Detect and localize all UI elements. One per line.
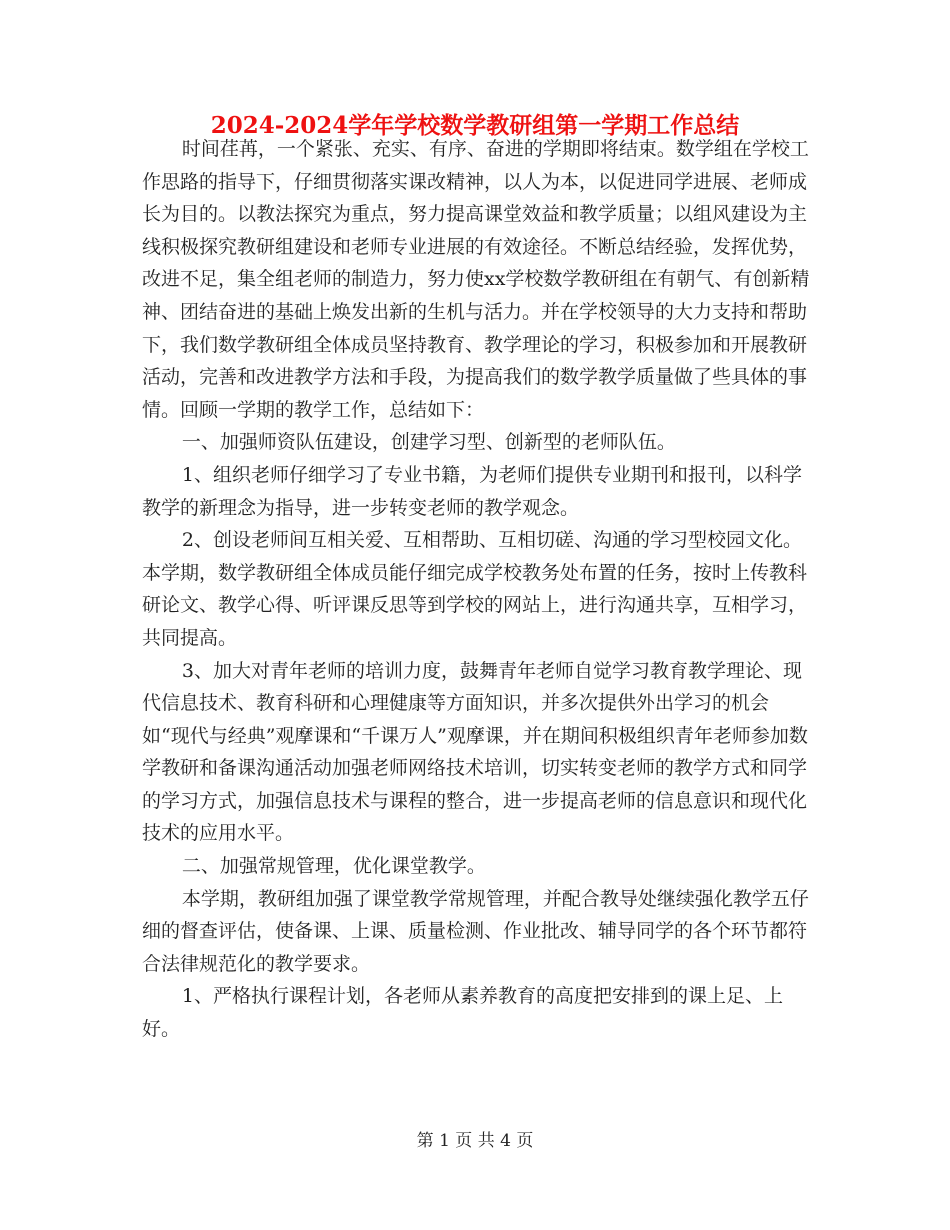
heading-section-2: 二、加强常规管理，优化课堂教学。 bbox=[181, 855, 486, 878]
page-footer: 第 1 页 共 4 页 bbox=[416, 1131, 534, 1151]
paragraph-item-1: 1、组织老师仔细学习了专业书籍，为老师们提供专业期刊和报刊，以科学教学的新理念为指导，进一步转变老师的教学观念。 bbox=[142, 463, 802, 519]
paragraph-section-2-item-1: 1、严格执行课程计划，各老师从素养教育的高度把安排到的课上足、上好。 bbox=[142, 985, 783, 1041]
document-title: 2024-2024学年学校数学教研组第一学期工作总结 bbox=[210, 112, 740, 139]
document-body bbox=[142, 133, 814, 1046]
paragraph-intro: 时间荏苒，一个紧张、充实、有序、奋进的学期即将结束。数学组在学校工作思路的指导下，仔细贯彻落实课改精神，以人为本，以促进同学进展、老师成长为目的。以教法探究为重点，努力提高课堂效益和教学质量；以组风建设为主线积极探究教研组建设和老师专业进展的有效途径。不断总结经验，发挥优势，改进不足，集全组老师的制造力，努力使xx学校数学教研组在有朝气、有创新精神、团结奋进的基础上焕发出新的生机与活力。并在学校领导的大力支持和帮助下，我们数学教研组全体成员坚持教育、教学理论的学习，积极参加和开展教研活动，完善和改进教学方法和手段，为提高我们的数学教学质量做了些具体的事情。回顾一学期的教学工作，总结如下： bbox=[142, 138, 810, 421]
paragraph-section-2-intro: 本学期，教研组加强了课堂教学常规管理，并配合教导处继续强化教学五仔细的督查评估，使备课、上课、质量检测、作业批改、辅导同学的各个环节都符合法律规范化的教学要求。 bbox=[142, 887, 809, 975]
heading-section-1: 一、加强师资队伍建设，创建学习型、创新型的老师队伍。 bbox=[181, 431, 676, 454]
paragraph-item-3: 3、加大对青年老师的培训力度，鼓舞青年老师自觉学习教育教学理论、现代信息技术、教育科研和心理健康等方面知识，并多次提供外出学习的机会如“现代与经典”观摩课和“千课万人”观摩课，并在期间积极组织青年老师参加数学教研和备课沟通活动加强老师网络技术培训，切实转变老师的教学方式和同学的学习方式，加强信息技术与课程的整合，进一步提高老师的信息意识和现代化技术的应用水平。 bbox=[142, 659, 808, 845]
paragraph-item-2: 2、创设老师间互相关爱、互相帮助、互相切磋、沟通的学习型校园文化。本学期，数学教研组全体成员能仔细完成学校教务处布置的任务，按时上传教科研论文、教学心得、听评课反思等到学校的网站上，进行沟通共享，互相学习，共同提高。 bbox=[142, 529, 808, 649]
